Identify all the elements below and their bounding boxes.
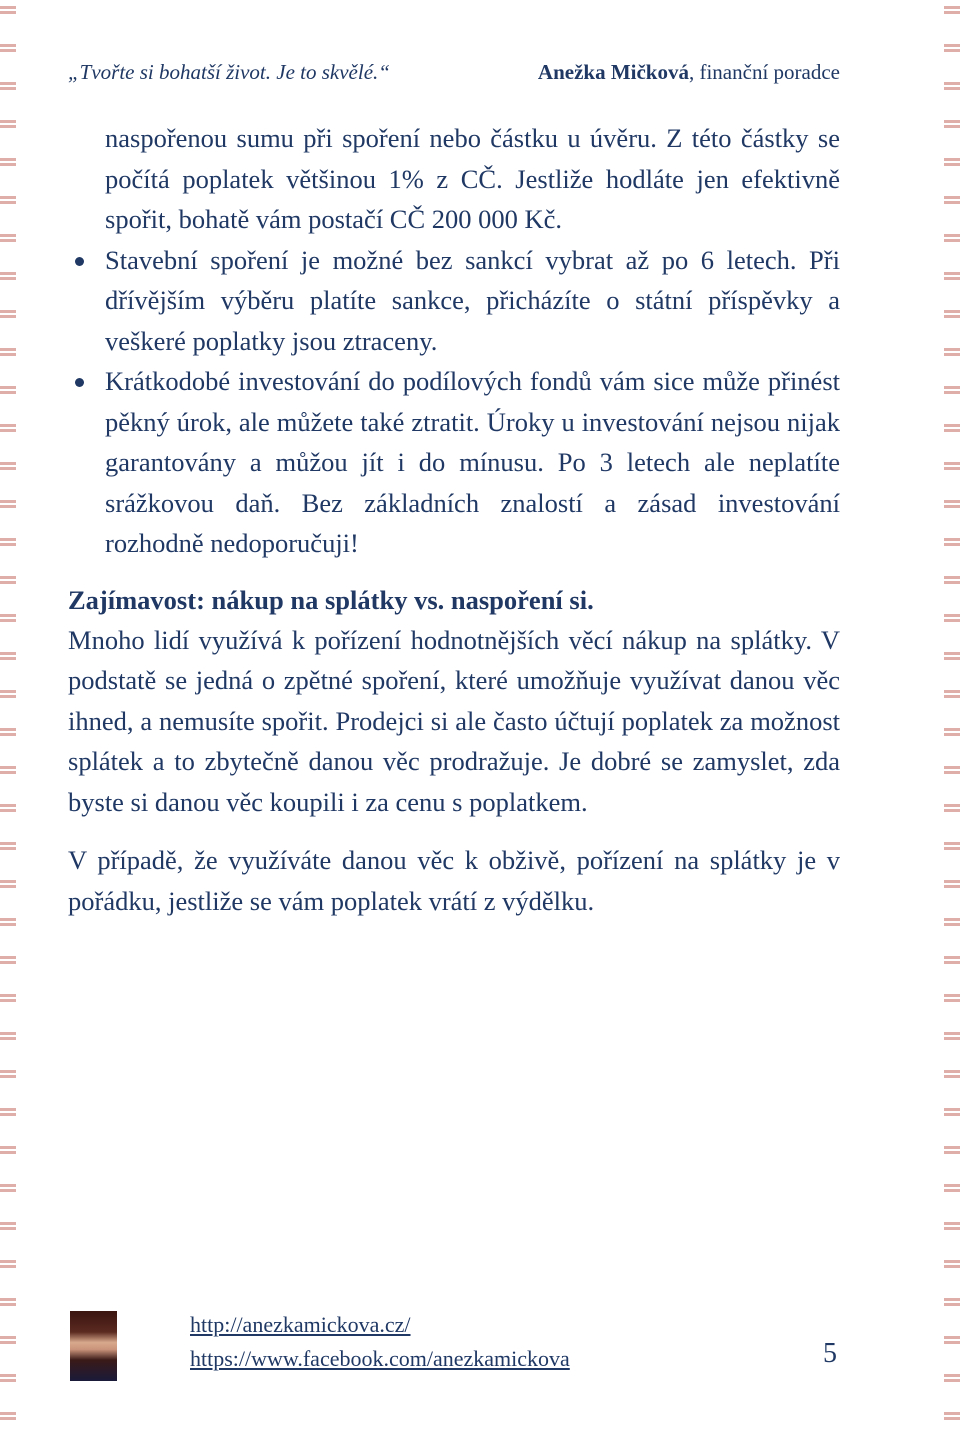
decorative-border-left [0, 0, 16, 1431]
footer-links [190, 1308, 570, 1376]
list-item [105, 240, 840, 362]
decorative-border-right [944, 0, 960, 1431]
author-photo [70, 1311, 117, 1381]
list-item-text: Krátkodobé investování do podílových fondů vám sice může přinést pěkný úrok, ale můžete také ztratit. Úroky u investování nejsou nijak garantovány a můžou jít i do mínusu. Po 3 letech ale neplatíte srážkovou daň. Bez základních znalostí a zásad investování rozhodně nedoporučuji! [105, 366, 840, 558]
header-author-block [538, 60, 840, 85]
page-number: 5 [823, 1338, 837, 1369]
bullet-list [68, 240, 840, 564]
section-heading: Zajímavost: nákup na splátky vs. naspoření si. [68, 584, 594, 615]
intro-paragraph: naspořenou sumu při spoření nebo částku u úvěru. Z této částky se počítá poplatek většinou 1% z CČ. Jestliže hodláte jen efektivně spořit, bohatě vám postačí CČ 200 000 Kč. [105, 123, 840, 234]
bullet-icon [75, 378, 84, 387]
paragraph: V případě, že využíváte danou věc k obživě, pořízení na splátky je v pořádku, jestliže se vám poplatek vrátí z výdělku. [68, 845, 840, 916]
bullet-icon [75, 257, 84, 266]
page-header [68, 60, 840, 85]
paragraph: Mnoho lidí využívá k pořízení hodnotnějších věcí nákup na splátky. V podstatě se jedná o zpětné spoření, které umožňuje využívat danou věc ihned, a nemusíte spořit. Prodejci si ale často účtují poplatek za možnost splátek a to zbytečně danou věc prodražuje. Je dobré se zamyslet, zda byste si danou věc koupili i za cenu s poplatkem. [68, 624, 840, 817]
header-author: Anežka Mičková [537, 60, 689, 84]
list-item [105, 361, 840, 564]
website-link[interactable]: http://anezkamickova.cz/ [190, 1312, 411, 1337]
header-quote: „Tvořte si bohatší život. Je to skvělé.“ [68, 60, 390, 84]
facebook-link[interactable]: https://www.facebook.com/anezkamickova [190, 1346, 570, 1371]
header-role: , finanční poradce [688, 60, 840, 84]
list-item-text: Stavební spoření je možné bez sankcí vybrat až po 6 letech. Při dřívějším výběru platíte sankce, přicházíte o státní příspěvky a veškeré poplatky jsou ztraceny. [105, 244, 840, 356]
page-content [68, 118, 840, 921]
